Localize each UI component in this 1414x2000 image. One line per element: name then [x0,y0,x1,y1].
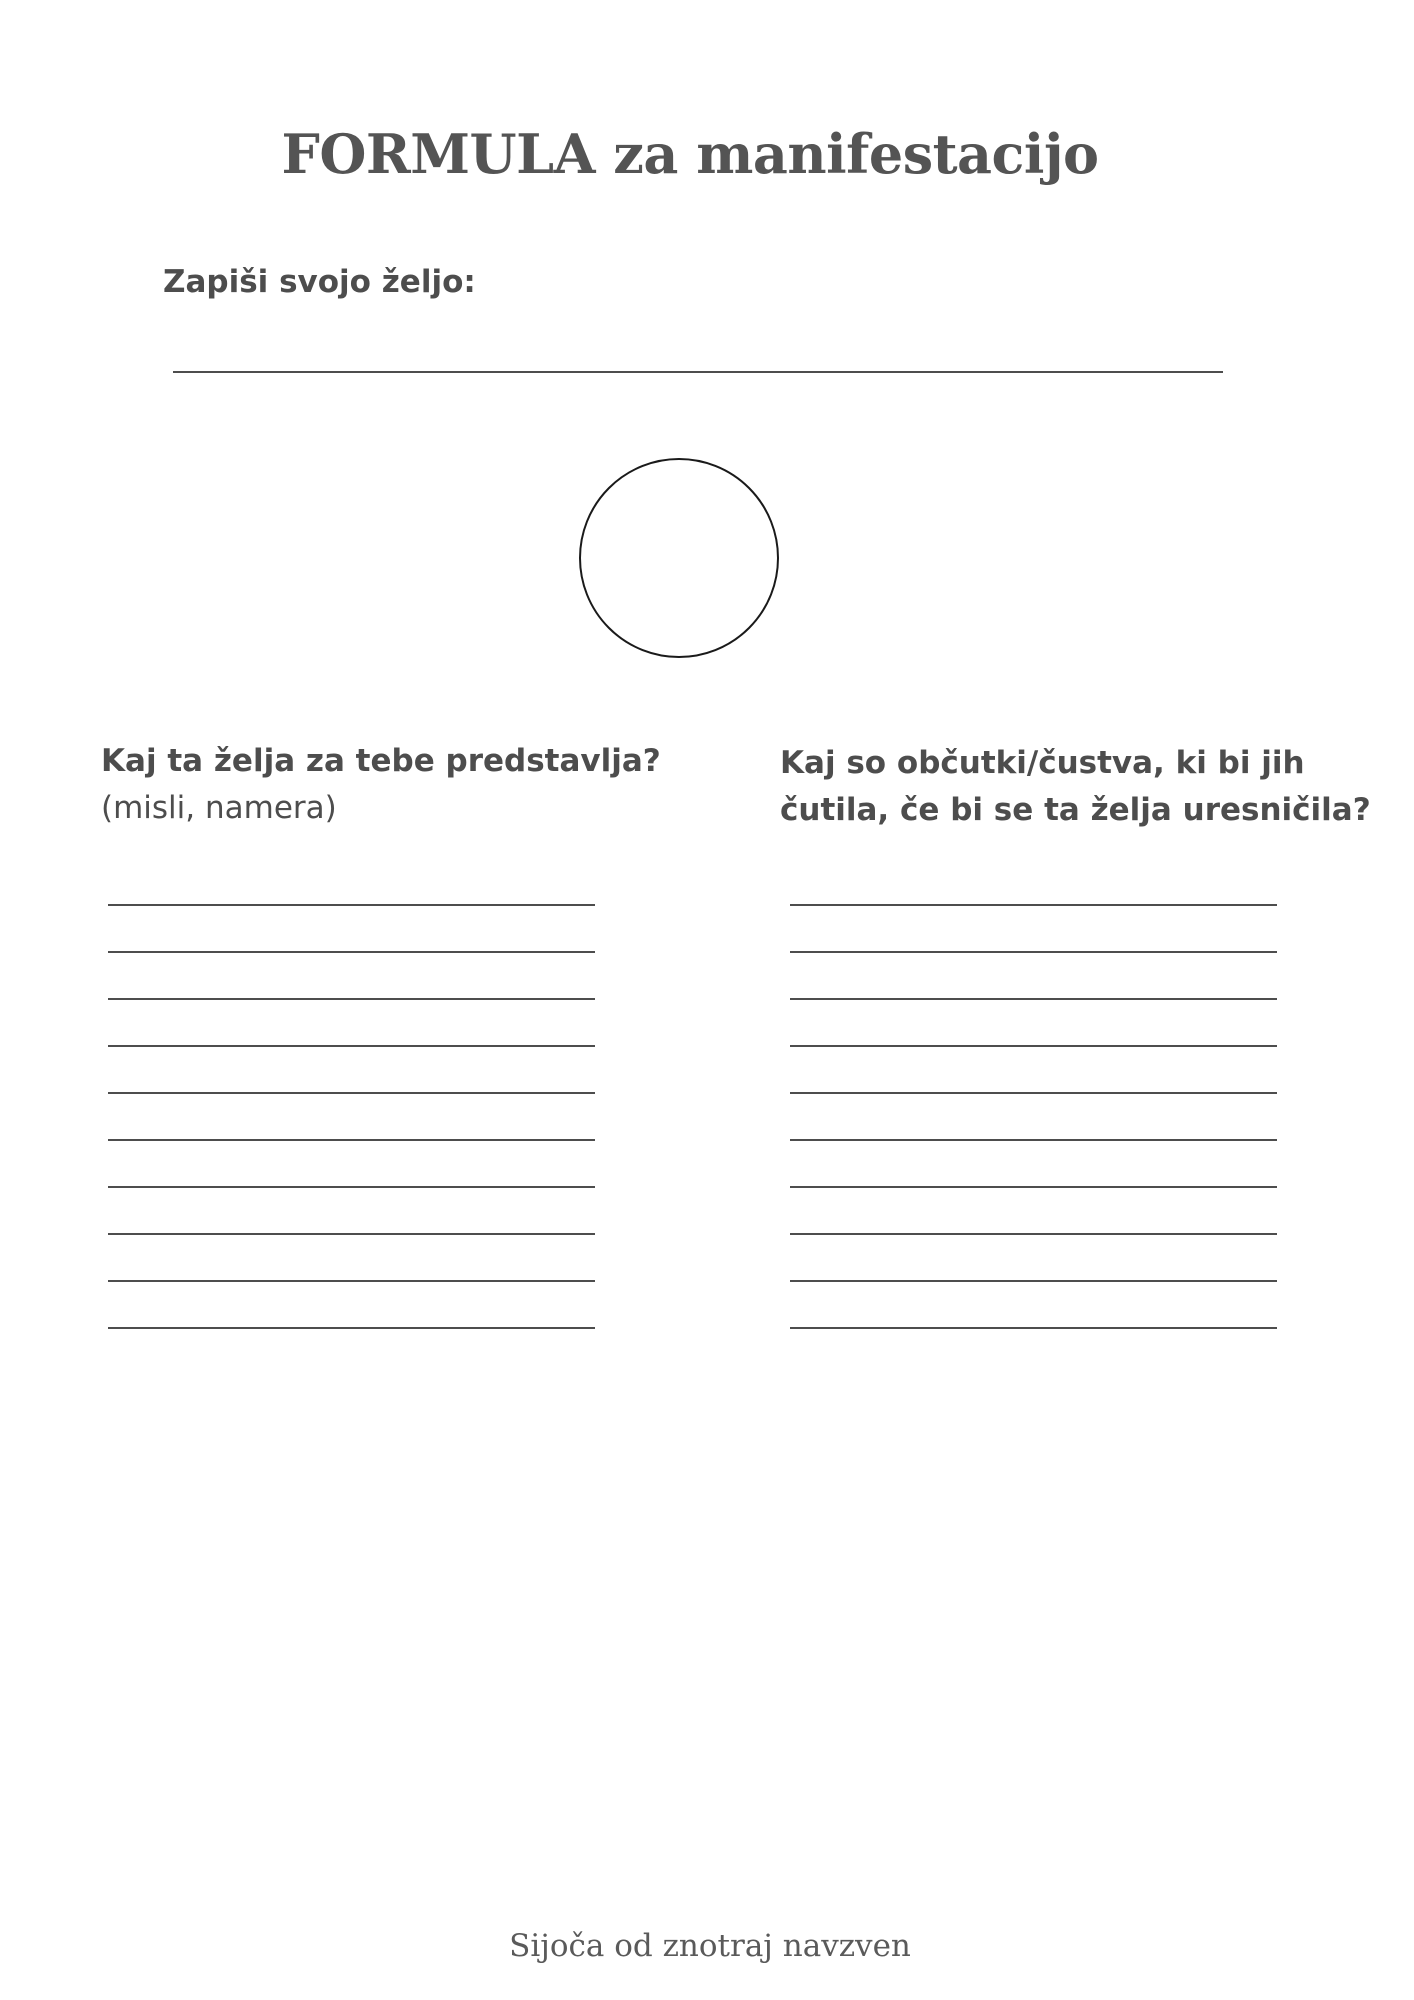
left-writing-lines [108,904,595,1374]
writing-line [108,1186,595,1233]
writing-line [790,951,1277,998]
right-question-line-2: čutila, če bi se ta želja uresničila? [780,792,1371,828]
writing-line [790,1233,1277,1280]
writing-line [790,1327,1277,1374]
writing-line [790,1280,1277,1327]
writing-line [108,1280,595,1327]
writing-line [108,1233,595,1280]
writing-line [108,1092,595,1139]
writing-line [108,904,595,951]
circle-shape [579,458,779,658]
writing-line [790,904,1277,951]
writing-line [108,998,595,1045]
page-title: FORMULA za manifestacijo [281,122,1099,186]
footer-tagline: Sijoča od znotraj navzven [509,1928,911,1964]
writing-line [790,998,1277,1045]
right-writing-lines [790,904,1277,1374]
writing-line [790,1092,1277,1139]
left-question-title: Kaj ta želja za tebe predstavlja? [101,743,661,779]
right-question [780,740,1371,834]
left-question [101,738,661,832]
writing-line [790,1186,1277,1233]
writing-line [108,1045,595,1092]
writing-line [108,951,595,998]
writing-line [108,1139,595,1186]
right-question-line-1: Kaj so občutki/čustva, ki bi jih [780,745,1305,781]
wish-write-line [173,371,1223,373]
writing-line [108,1327,595,1374]
writing-line [790,1045,1277,1092]
writing-line [790,1139,1277,1186]
left-question-subtitle: (misli, namera) [101,790,337,826]
wish-label: Zapiši svojo željo: [163,264,476,300]
